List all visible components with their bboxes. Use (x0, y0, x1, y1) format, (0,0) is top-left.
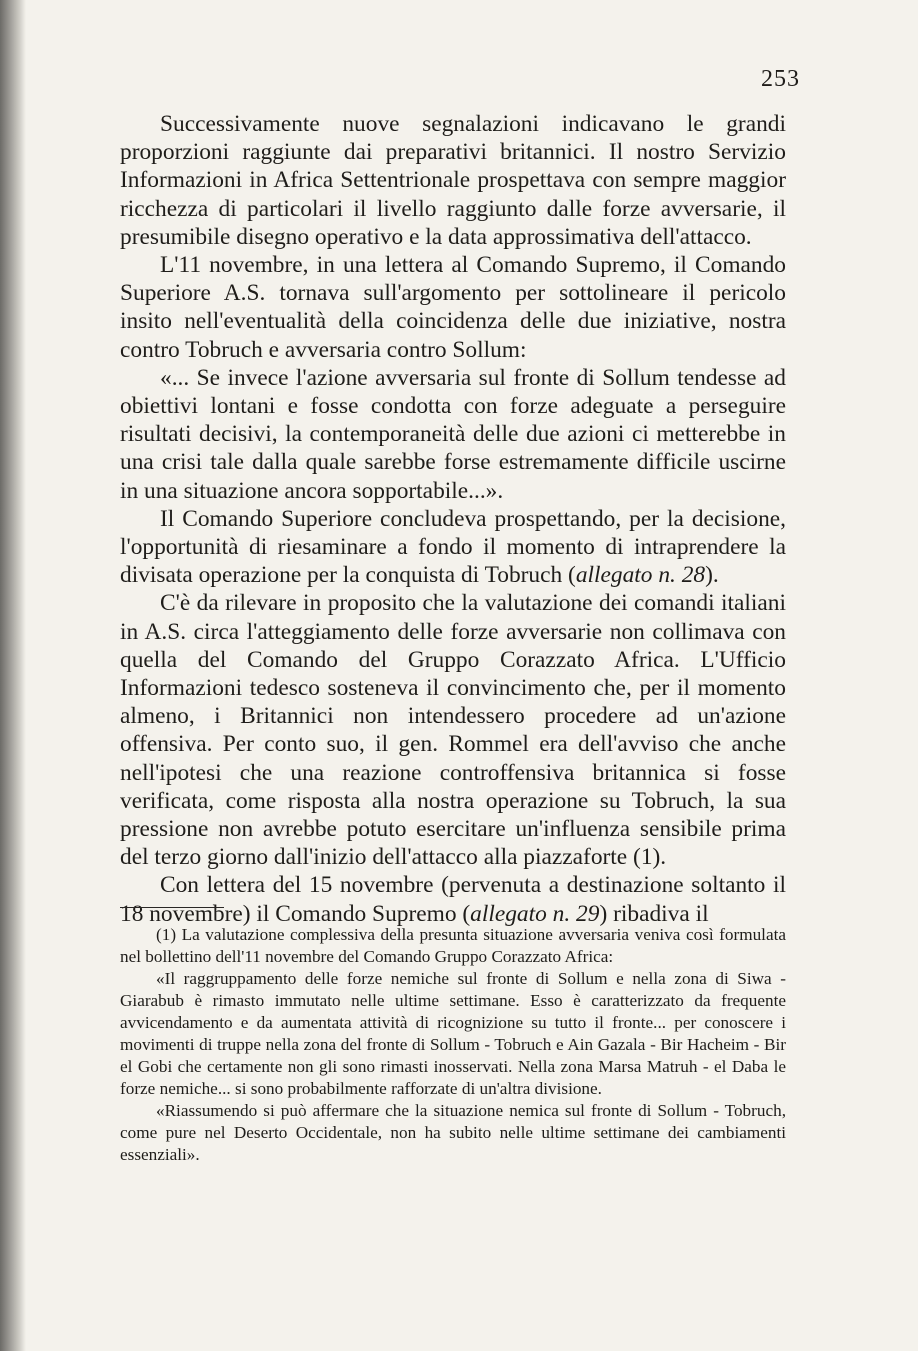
paragraph-1: Successivamente nuove segnalazioni indicavano le grandi proporzioni raggiunte dai preparativi britannici. Il nostro Servizio Informazioni in Africa Settentrionale prospettava con sempre maggior ricchezza di particolari il livello raggiunto dalle forze avversarie, il presumibile disegno operativo e la data approssimativa dell'attacco. (120, 111, 786, 250)
paragraph-6 (120, 871, 786, 927)
footnote-quote-1: «Il raggruppamento delle forze nemiche sul fronte di Sollum e nella zona di Siwa - Giarabub è rimasto immutato nelle ultime settimane. Esso è caratterizzato da frequente avvicendamento e da aumentata attività di ricognizione su tutto il fronte... per conoscere i movimenti di truppe nella zona del fronte di Sollum - Tobruch e Ain Gazala - Bir Hacheim - Bir el Gobi che certamente non gli sono rimasti inosservati. Nella zona Marsa Matruh - el Daba le forze nemiche... si sono probabilmente rafforzate di un'altra divisione. (120, 969, 786, 1098)
paragraph-4 (120, 505, 786, 590)
paragraph-4-text: Il Comando Superiore concludeva prospettando, per la decisione, l'opportunità di riesaminare a fondo il momento di intraprendere la divisata operazione per la conquista di Tobruch ( (120, 505, 786, 589)
footnote-1: (1) La valutazione complessiva della presunta situazione avversaria veniva così formulata nel bollettino dell'11 novembre del Comando Gruppo Corazzato Africa: (120, 925, 786, 966)
page-number: 253 (761, 66, 800, 92)
attachment-reference: allegato n. 29 (470, 900, 600, 927)
footnote-quote-2: «Riassumendo si può affermare che la situazione nemica sul fronte di Sollum - Tobruch, come pure nel Deserto Occidentale, non ha subito nelle ultime settimane dei cambiamenti essenziali». (120, 1101, 786, 1164)
footnote-separator (120, 907, 224, 908)
main-text (120, 110, 786, 928)
attachment-reference: allegato n. 28 (575, 562, 706, 589)
footnotes (120, 924, 786, 1166)
paragraph-4-end: ). (705, 562, 719, 589)
paragraph-5: C'è da rilevare in proposito che la valutazione dei comandi italiani in A.S. circa l'atteggiamento delle forze avversarie non collimava con quella del Comando del Gruppo Corazzato Africa. L'Ufficio Informazioni tedesco sosteneva il convincimento che, per il momento almeno, i Britannici non intendessero procedere ad un'azione offensiva. Per conto suo, il gen. Rommel era dell'avviso che anche nell'ipotesi che una reazione controffensiva britannica si fosse verificata, come risposta alla nostra operazione su Tobruch, la sua pressione non avrebbe potuto esercitare un'influenza sensibile prima del terzo giorno dall'inizio dell'attacco alla piazzaforte (1). (120, 590, 786, 871)
scan-shadow-edge (0, 0, 26, 1351)
paragraph-2: L'11 novembre, in una lettera al Comando Supremo, il Comando Superiore A.S. tornava sull'argomento per sottolineare il pericolo insito nell'eventualità della coincidenza delle due iniziative, nostra contro Tobruch e avversaria contro Sollum: (120, 252, 786, 363)
paragraph-6-end: ) ribadiva il (599, 900, 709, 927)
paragraph-6-text: Con lettera del 15 novembre (pervenuta a destinazione soltanto il 18 novembre) il Comando Supremo ( (120, 872, 786, 927)
quotation-paragraph: «... Se invece l'azione avversaria sul fronte di Sollum tendesse ad obiettivi lontani e fosse condotta con forze adeguate a perseguire risultati decisivi, la contemporaneità delle due azioni ci metterebbe in una crisi tale dalla quale sarebbe forse estremamente difficile uscirne in una situazione ancora sopportabile...». (120, 364, 786, 504)
